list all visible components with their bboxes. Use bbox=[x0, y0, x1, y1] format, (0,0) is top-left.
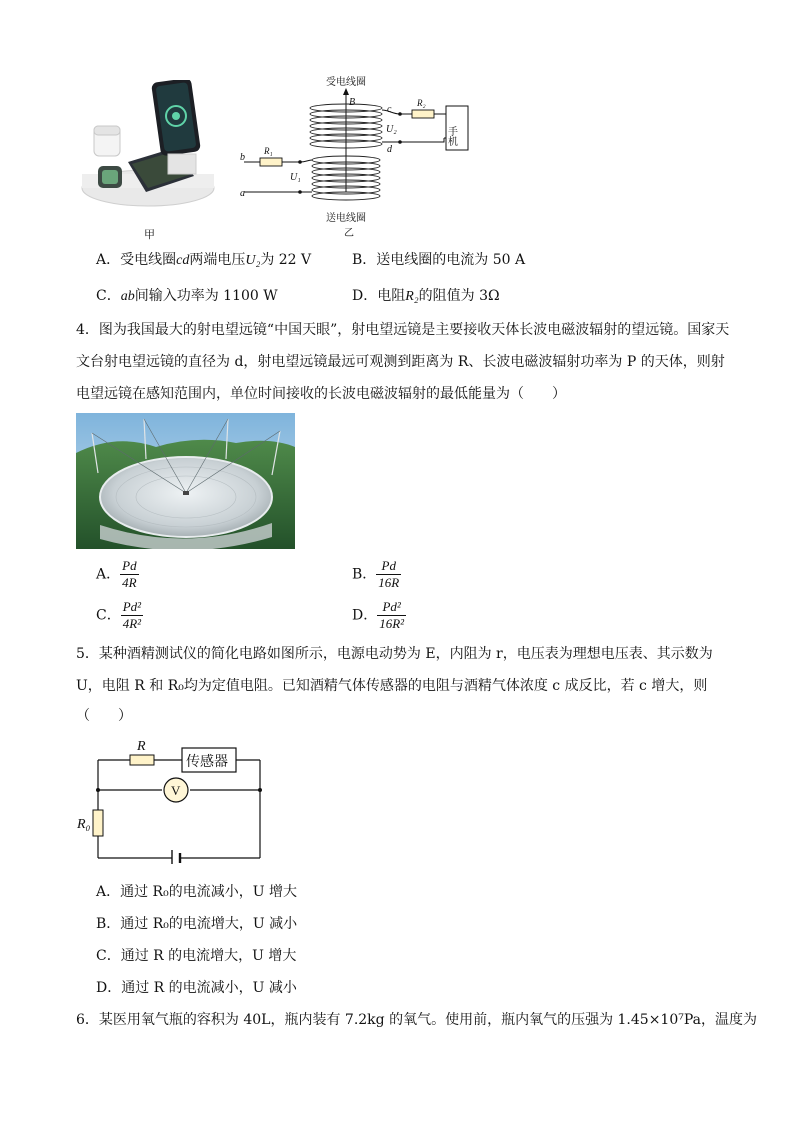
send-coil-label: 送电线圈 bbox=[326, 213, 366, 224]
alcohol-circuit bbox=[76, 736, 276, 864]
telescope-photo bbox=[76, 413, 295, 549]
fraction: $\frac{\text{Pd²}}{\text{16R²}}$ bbox=[379, 599, 405, 631]
R0-resistor bbox=[93, 810, 103, 836]
q4-option-d[interactable]: D． $\frac{\text{Pd²}}{\text{16R²}}$ bbox=[352, 599, 405, 631]
sensor-label: 传感器 bbox=[186, 755, 228, 770]
R1-label: R₁ bbox=[264, 146, 273, 156]
q5-line-2: U，电阻 R 和 R₀均为定值电阻。已知酒精气体传感器的电阻与酒精气体浓度 c 成反比，若 c 增大，则 bbox=[76, 678, 708, 694]
receive-coil-label: 受电线圈 bbox=[326, 77, 366, 88]
charger-caption: 甲 bbox=[144, 229, 155, 241]
telescope-illustration bbox=[76, 413, 295, 549]
phone-label: 手机 bbox=[445, 126, 457, 146]
coil-svg bbox=[234, 72, 484, 242]
q3-option-b[interactable]: B．送电线圈的电流为 50 A bbox=[352, 252, 526, 268]
charger-photo bbox=[76, 80, 216, 212]
charger-illustration bbox=[76, 80, 216, 212]
q5-option-a[interactable]: A．通过 R₀的电流减小，U 增大 bbox=[96, 884, 297, 900]
fraction: $\frac{\text{Pd²}}{\text{4R²}}$ bbox=[122, 599, 142, 631]
q5-option-c[interactable]: C．通过 R 的电流增大，U 增大 bbox=[96, 948, 297, 964]
coil-diagram bbox=[234, 72, 484, 242]
q4-line-2: 文台射电望远镜的直径为 d，射电望远镜最远可观测到距离为 R、长波电磁波辐射功率为 P 的天体，则射 bbox=[76, 354, 725, 370]
R1-resistor bbox=[260, 158, 282, 166]
q4-line-1: 4．图为我国最大的射电望远镜“中国天眼”，射电望远镜是主要接收天体长波电磁波辐射的望远镜。国家天 bbox=[76, 322, 730, 338]
q4-line-3: 电望远镜在感知范围内，单位时间接收的长波电磁波辐射的最低能量为（ ） bbox=[76, 386, 566, 402]
q3-option-d[interactable]: D．电阻R₂的阻值为 3Ω bbox=[352, 288, 500, 304]
q5-line-1: 5．某种酒精测试仪的简化电路如图所示，电源电动势为 E，内阻为 r，电压表为理想电压表、其示数为 bbox=[76, 646, 713, 662]
R-label: R bbox=[137, 739, 146, 754]
R0-label: R₀ bbox=[77, 817, 91, 832]
R2-label: R₂ bbox=[417, 98, 426, 108]
q6-line-1: 6．某医用氧气瓶的容积为 40L，瓶内装有 7.2kg 的氧气。使用前，瓶内氧气的压强为 1.45×10⁷Pa，温度为 bbox=[76, 1012, 757, 1028]
U1-label: U₁ bbox=[290, 172, 301, 183]
q4-option-c[interactable]: C． $\frac{\text{Pd²}}{\text{4R²}}$ bbox=[96, 599, 142, 631]
q3-option-c[interactable]: C．ab间输入功率为 1100 W bbox=[96, 288, 278, 304]
coil-caption: 乙 bbox=[344, 228, 354, 239]
circuit-svg bbox=[76, 736, 276, 864]
b-label: b bbox=[240, 152, 245, 163]
R2-resistor bbox=[412, 110, 434, 118]
d-label: d bbox=[387, 144, 392, 155]
c-label: c bbox=[387, 104, 392, 115]
B-label: B bbox=[349, 97, 356, 108]
R-resistor bbox=[130, 755, 154, 765]
q5-line-3: （ ） bbox=[76, 708, 132, 724]
q5-option-b[interactable]: B．通过 R₀的电流增大，U 减小 bbox=[96, 916, 298, 932]
fraction: $\frac{Pd}{4R}$ bbox=[122, 558, 137, 590]
fraction: $\frac{Pd}{16R}$ bbox=[378, 558, 400, 590]
q4-option-a[interactable]: A． $\frac{Pd}{4R}$ bbox=[96, 558, 137, 590]
a-label: a bbox=[240, 188, 245, 199]
q3-option-a[interactable]: A．受电线圈cd两端电压U₂为 22 V bbox=[96, 252, 312, 268]
q4-option-b[interactable]: B． $\frac{Pd}{16R}$ bbox=[352, 558, 400, 590]
q5-option-d[interactable]: D．通过 R 的电流减小，U 减小 bbox=[96, 980, 297, 996]
voltmeter-label: V bbox=[171, 783, 181, 798]
U2-label: U₂ bbox=[386, 124, 397, 135]
